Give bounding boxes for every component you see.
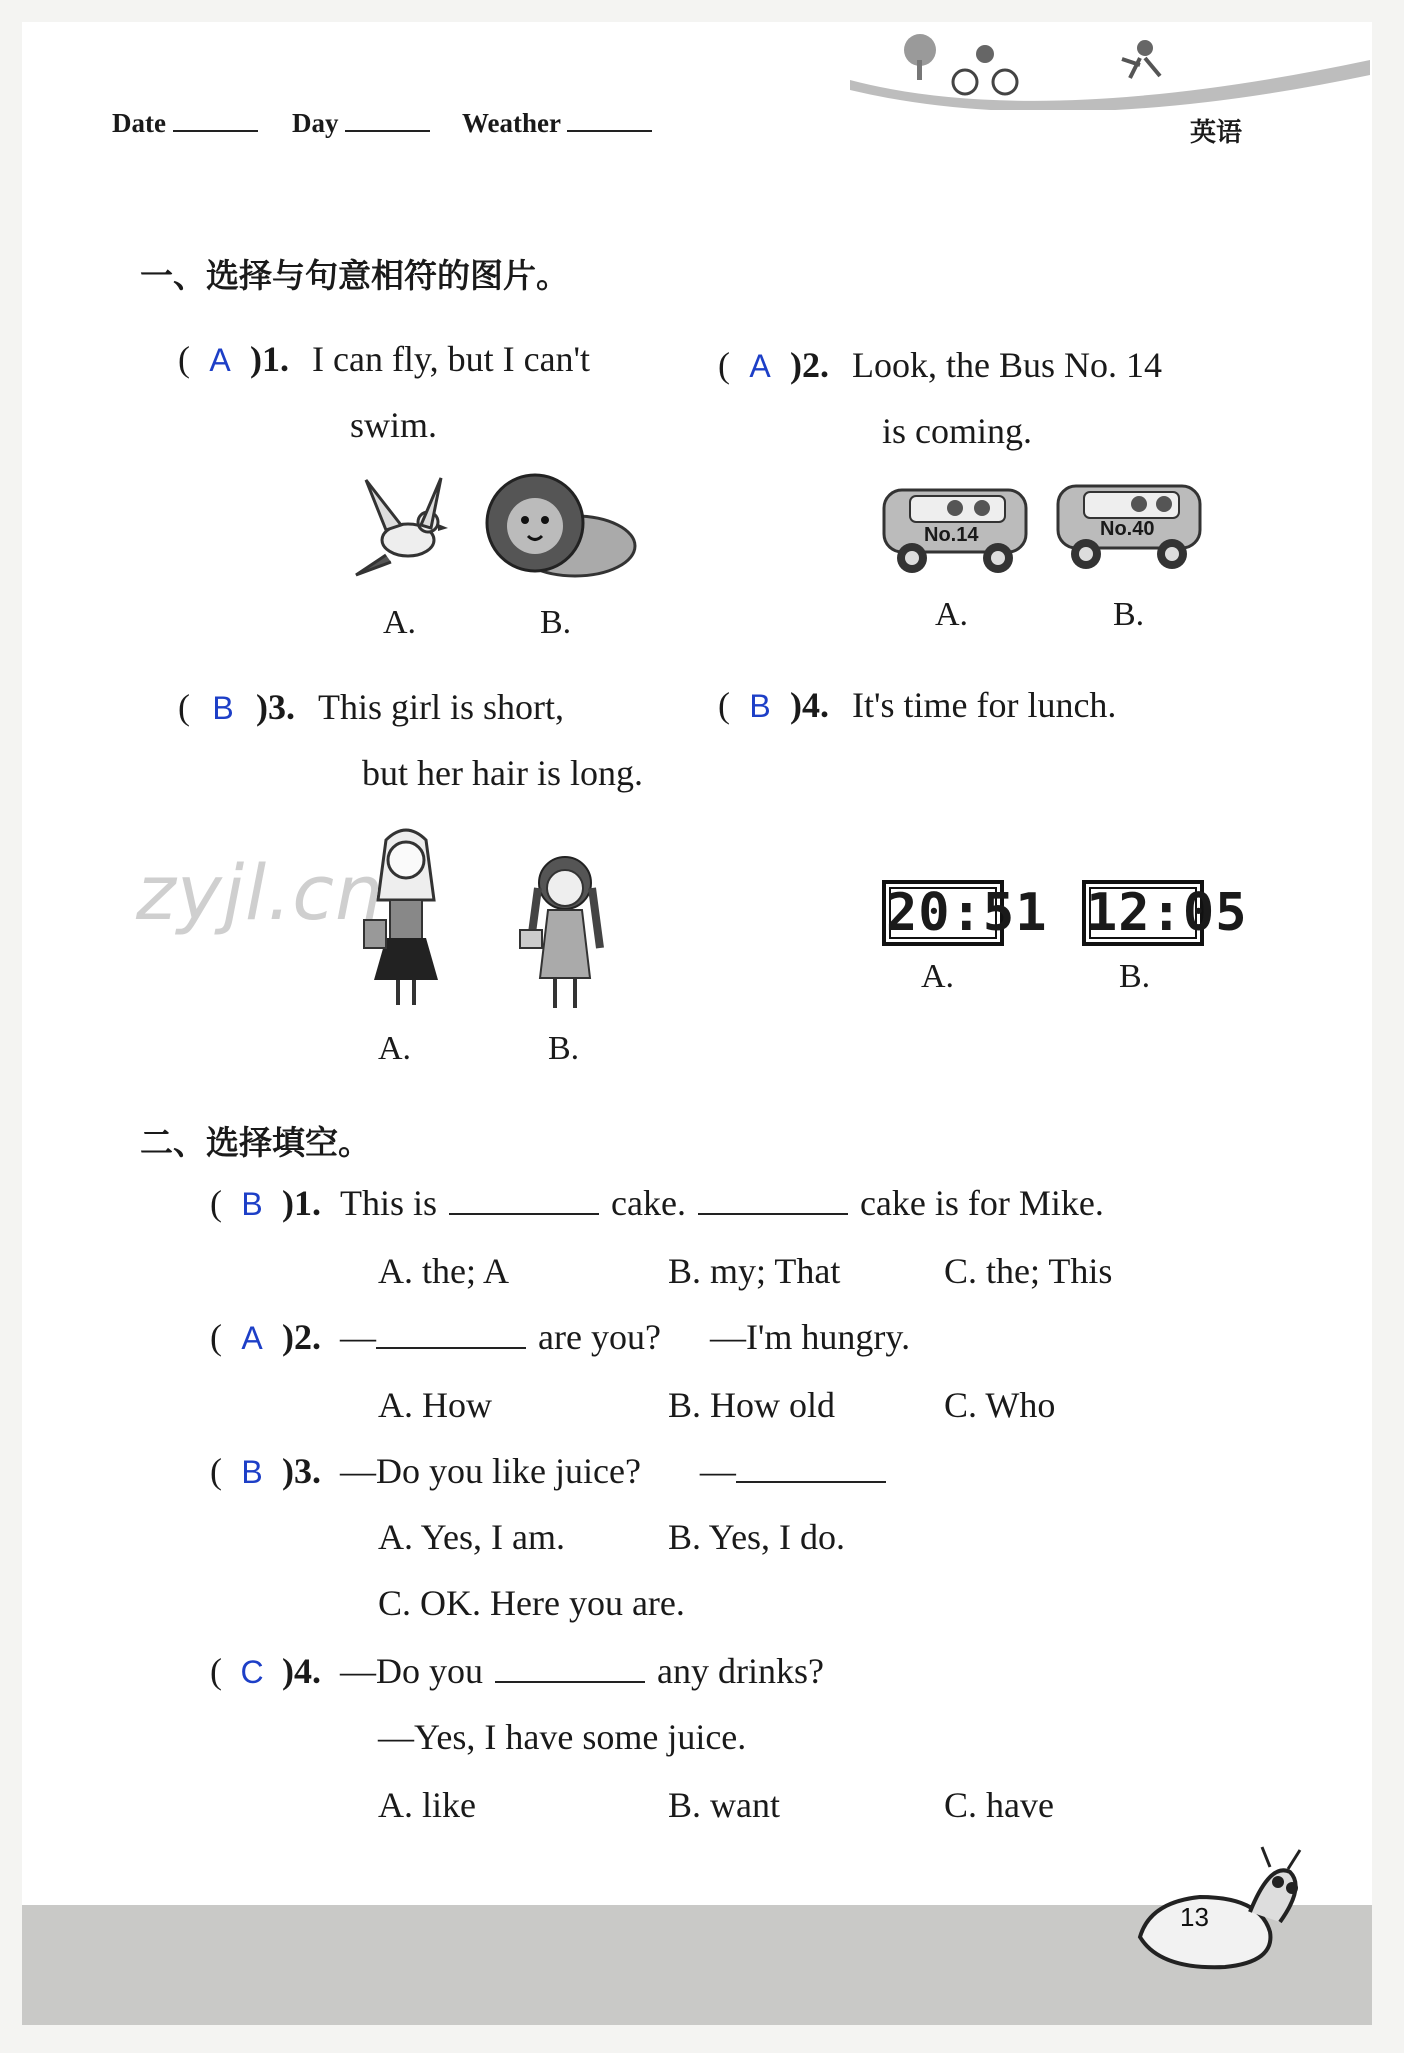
s1-q2-option-b[interactable]: B. — [1113, 596, 1145, 633]
s2-q2: ( A )2. — are you? —I'm hungry. — [210, 1317, 911, 1357]
s2-q4-option-c[interactable]: C. have — [944, 1785, 1054, 1825]
clock-a-image[interactable]: 20:51 — [882, 880, 1004, 946]
s2-q1-option-b[interactable]: B. my; That — [668, 1251, 841, 1291]
s2-q4-blank[interactable] — [495, 1651, 645, 1683]
bicycle-icon — [953, 70, 977, 94]
running-kid-icon — [1137, 40, 1153, 56]
girl-b-image[interactable] — [510, 848, 620, 1018]
s2-q3-option-b[interactable]: B. Yes, I do. — [668, 1517, 846, 1557]
bus-b-image[interactable] — [1054, 480, 1208, 576]
clock-b-image[interactable]: 12:05 — [1082, 880, 1204, 946]
s2-q3-answer[interactable]: B — [241, 1454, 263, 1490]
subject-label: 英语 — [1190, 118, 1243, 148]
date-field: Date — [112, 108, 258, 139]
date-blank[interactable] — [173, 130, 258, 132]
s1-q2-answer[interactable]: A — [749, 348, 771, 384]
watermark: zyjl.cn — [136, 848, 385, 937]
s1-q1-answer[interactable]: A — [209, 342, 231, 378]
s1-q4-option-b[interactable]: B. — [1119, 958, 1151, 995]
section2-title: 二、选择填空。 — [140, 1123, 371, 1162]
s1-q3-option-a[interactable]: A. — [378, 1030, 412, 1067]
s2-q1-option-c[interactable]: C. the; This — [944, 1251, 1113, 1291]
s1-q1: ( A )1. I can fly, but I can't — [178, 339, 591, 379]
s2-q3-blank[interactable] — [736, 1451, 886, 1483]
s1-q3-answer[interactable]: B — [212, 690, 234, 726]
day-blank[interactable] — [345, 130, 430, 132]
s1-q3-line2: but her hair is long. — [362, 753, 643, 793]
weather-field: Weather — [462, 108, 652, 139]
header-decoration — [840, 20, 1380, 110]
s2-q2-option-a[interactable]: A. How — [378, 1385, 492, 1425]
s1-q2-option-a[interactable]: A. — [935, 596, 969, 633]
s2-q4: ( C )4. —Do you any drinks? — [210, 1651, 824, 1691]
day-field: Day — [292, 108, 430, 139]
bus-a-image[interactable] — [880, 484, 1034, 580]
section1-title: 一、选择与句意相符的图片。 — [140, 256, 569, 295]
s2-q2-blank[interactable] — [376, 1317, 526, 1349]
s2-q4-option-a[interactable]: A. like — [378, 1785, 476, 1825]
s1-q4-option-a[interactable]: A. — [921, 958, 955, 995]
s1-q1-option-b[interactable]: B. — [540, 604, 572, 641]
s2-q2-answer[interactable]: A — [241, 1320, 263, 1356]
s1-q1-line2: swim. — [350, 405, 438, 445]
s1-q1-option-a[interactable]: A. — [383, 604, 417, 641]
s2-q1-blank-1[interactable] — [449, 1183, 599, 1215]
s2-q4-answer[interactable]: C — [240, 1654, 264, 1690]
weather-blank[interactable] — [567, 130, 652, 132]
s2-q1: ( B )1. This is cake. cake is for Mike. — [210, 1183, 1104, 1223]
bird-image[interactable] — [346, 470, 466, 590]
bus-b-number: No.40 — [1100, 518, 1155, 540]
lion-image[interactable] — [480, 468, 640, 588]
s2-q1-option-a[interactable]: A. the; A — [378, 1251, 509, 1291]
s1-q4-answer[interactable]: B — [749, 688, 771, 724]
s2-q2-option-c[interactable]: C. Who — [944, 1385, 1056, 1425]
s1-q3: ( B )3. This girl is short, — [178, 687, 565, 727]
s1-q3-option-b[interactable]: B. — [548, 1030, 580, 1067]
s1-q4: ( B )4. It's time for lunch. — [718, 685, 1117, 725]
s2-q1-blank-2[interactable] — [698, 1183, 848, 1215]
s2-q4-reply: —Yes, I have some juice. — [378, 1717, 747, 1757]
s2-q4-option-b[interactable]: B. want — [668, 1785, 780, 1825]
page-number: 13 — [1180, 1902, 1209, 1932]
snail-icon — [1130, 1842, 1310, 1972]
bus-a-number: No.14 — [924, 524, 979, 546]
s1-q2-line2: is coming. — [882, 411, 1032, 451]
s2-q1-answer[interactable]: B — [241, 1186, 263, 1222]
s1-q2: ( A )2. Look, the Bus No. 14 — [718, 345, 1162, 385]
s2-q2-option-b[interactable]: B. How old — [668, 1385, 836, 1425]
s2-q3-option-a[interactable]: A. Yes, I am. — [378, 1517, 566, 1557]
s2-q3-option-c[interactable]: C. OK. Here you are. — [378, 1583, 685, 1623]
s2-q3: ( B )3. —Do you like juice? — — [210, 1450, 898, 1492]
